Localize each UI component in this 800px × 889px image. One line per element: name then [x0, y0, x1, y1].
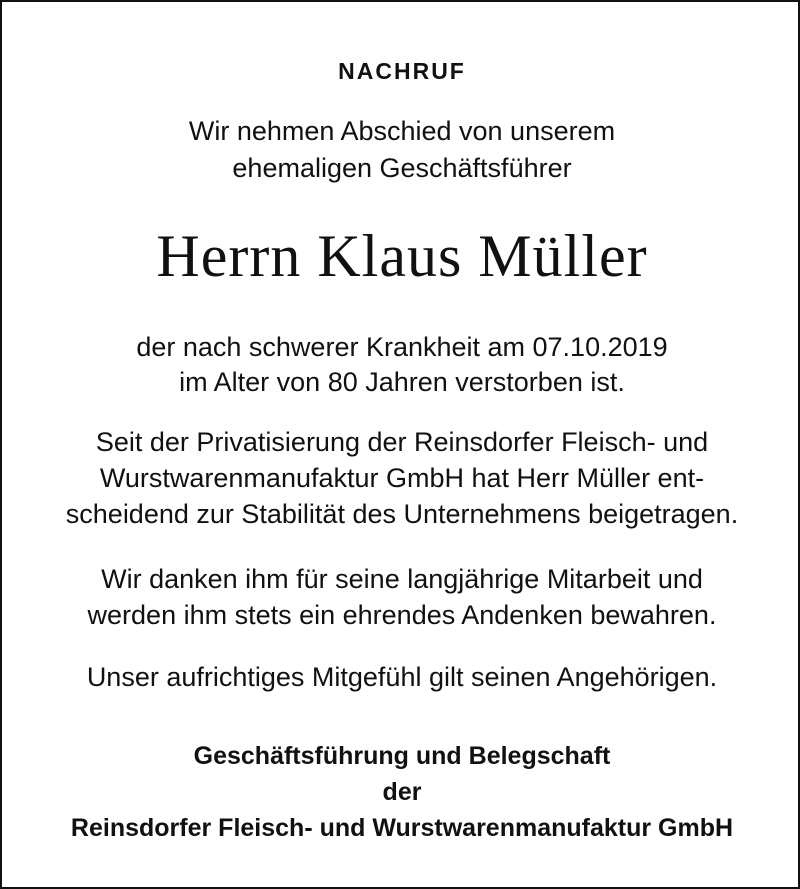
deceased-name: Herrn Klaus Müller	[156, 223, 648, 289]
thanks-line-2: werden ihm stets ein ehrendes Andenken bewahren.	[87, 600, 717, 630]
contribution-line-2: Wurstwarenmanufaktur GmbH hat Herr Müller ent-	[99, 463, 705, 493]
contribution-line-1: Seit der Privatisierung der Reinsdorfer Fleisch- und	[95, 427, 709, 457]
condolence-line: Unser aufrichtiges Mitgefühl gilt seinen Angehörigen.	[86, 662, 718, 692]
death-info-line-1: der nach schwerer Krankheit am 07.10.2019	[136, 332, 668, 362]
contribution-line-3: scheidend zur Stabilität des Unternehmens beigetragen.	[65, 499, 739, 529]
notice-heading: NACHRUF	[338, 58, 466, 84]
thanks-line-1: Wir danken ihm für seine langjährige Mitarbeit und	[101, 564, 703, 594]
death-info-line-2: im Alter von 80 Jahren verstorben ist.	[179, 367, 625, 397]
signature-line-2: der	[382, 778, 422, 806]
intro-line-2: ehemaligen Geschäftsführer	[232, 153, 572, 183]
intro-line-1: Wir nehmen Abschied von unserem	[188, 116, 616, 146]
signature-line-1: Geschäftsführung und Belegschaft	[193, 742, 611, 770]
signature-company: Reinsdorfer Fleisch- und Wurstwarenmanufaktur GmbH	[70, 814, 734, 842]
